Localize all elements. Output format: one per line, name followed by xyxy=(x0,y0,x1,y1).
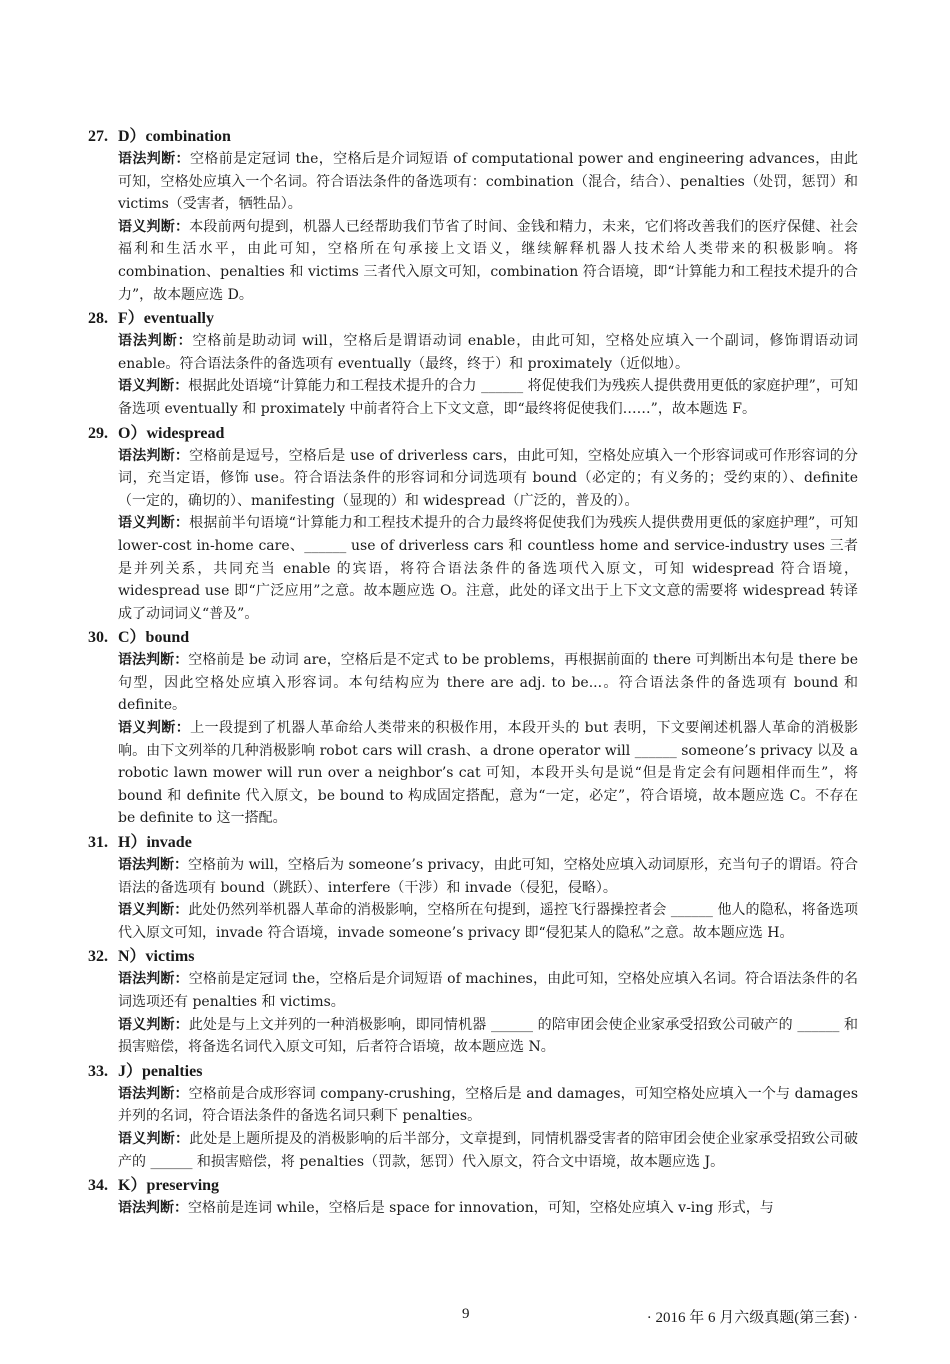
semantic-text: 此处仍然列举机器人革命的消极影响，空格所在句提到，遥控飞行器操控者会 ______ 他人的隐私，将备选项代入原文可知，invade 符合语境，invade someone’s privacy 即“侵犯某人的隐私”之意。故本题应选 H。 xyxy=(118,902,858,941)
semantic-analysis xyxy=(118,512,858,625)
item-answer: K）preserving xyxy=(118,1177,220,1195)
semantic-text: 本段前两句提到，机器人已经帮助我们节省了时间、金钱和精力，未来，它们将改善我们的医疗保健、社会福利和生活水平，由此可知，空格所在句承接上文语义，继续解释机器人技术给人类带来的积极影响。将 combination、penalties 和 victims 三者代入原文可知，combination 符合语境，即“计算能力和工程技术提升的合力”，故本题应选 D。 xyxy=(118,218,859,303)
semantic-text: 上一段提到了机器人革命给人类带来的积极作用，本段开头的 but 表明，下文要阐述机器人革命的消极影响。由下文列举的几种消极影响 robot cars will crash、a drone operator will ______ someone’s privacy 以及 a robotic lawn mower will run over a neighbor’s cat 可知，本段开头句是说“但是肯定会有问题相伴而生”，将 bound 和 definite 代入原文，be bound to 构成固定搭配，意为“一定，必定”，符合语境，故本题应选 C。不存在 be definite to 这一搭配。 xyxy=(118,720,858,827)
semantic-label: 语义判断： xyxy=(118,515,190,532)
syntax-analysis xyxy=(118,968,858,1013)
syntax-text: 空格前是定冠词 the，空格后是介词短语 of computational power and engineering advances，由此可知，空格处应填入一个名词。符合语法条件的备选项有：combination（混合，结合）、penalties（处罚，惩罚）和 victims（受害者，牺牲品）。 xyxy=(118,151,858,213)
semantic-text: 根据此处语境“计算能力和工程技术提升的合力 ______ 将促使我们为残疾人提供费用更低的家庭护理”，可知备选项 eventually 和 proximately 中前者符合上下文文意，即“最终将促使我们……”，故本题选 F。 xyxy=(118,378,859,417)
syntax-label: 语法判断： xyxy=(118,652,189,669)
item-answer: N）victims xyxy=(118,948,195,966)
semantic-label: 语义判断： xyxy=(118,902,189,919)
explanation-item-29 xyxy=(88,423,858,626)
syntax-analysis xyxy=(118,148,858,216)
explanation-item-27 xyxy=(88,126,858,306)
item-heading xyxy=(88,423,858,445)
item-heading xyxy=(88,946,858,968)
semantic-label: 语义判断： xyxy=(118,378,189,395)
semantic-analysis xyxy=(118,375,858,420)
semantic-label: 语义判断： xyxy=(118,1016,189,1033)
syntax-text: 空格前是合成形容词 company-crushing，空格后是 and damages，可知空格处应填入一个与 damages 并列的名词，符合语法条件的备选名词只剩下 penalties。 xyxy=(118,1085,858,1125)
syntax-label: 语法判断： xyxy=(118,447,190,464)
syntax-text: 空格前是逗号，空格后是 use of driverless cars，由此可知，空格处应填入一个形容词或可作形容词的分词，充当定语，修饰 use。符合语法条件的形容词和分词选项有 bound（必定的；有义务的；受约束的）、definite（一定的，确切的）、manifesting（显现的）和 widespread（广泛的，普及的）。 xyxy=(118,447,858,509)
syntax-analysis xyxy=(118,1083,858,1128)
semantic-text: 此处是上题所提及的消极影响的后半部分，文章提到，同情机器受害者的陪审团会使企业家承受招致公司破产的 ______ 和损害赔偿，将 penalties（罚款，惩罚）代入原文，符合文中语境，故本题应选 J。 xyxy=(118,1130,859,1170)
semantic-analysis xyxy=(118,899,858,944)
item-number: 27. xyxy=(88,128,108,145)
semantic-analysis xyxy=(118,216,858,306)
semantic-text: 此处是与上文并列的一种消极影响，即同情机器 ______ 的陪审团会使企业家承受招致公司破产的 ______ 和损害赔偿，将备选名词代入原文可知，后者符合语境，故本题应选 N。 xyxy=(118,1016,858,1056)
item-heading xyxy=(88,627,858,649)
semantic-label: 语义判断： xyxy=(118,218,190,235)
syntax-label: 语法判断： xyxy=(118,857,189,874)
item-answer: H）invade xyxy=(118,834,192,852)
syntax-analysis xyxy=(118,330,858,375)
syntax-label: 语法判断： xyxy=(118,971,189,988)
syntax-analysis xyxy=(118,1197,858,1220)
item-heading xyxy=(88,1061,858,1083)
item-answer: D）combination xyxy=(118,128,231,145)
item-number: 32. xyxy=(88,948,108,966)
syntax-text: 空格前为 will，空格后为 someone’s privacy，由此可知，空格处应填入动词原形，充当句子的谓语。符合语法的备选项有 bound（跳跃）、interfere（干涉）和 invade（侵犯，侵略）。 xyxy=(118,857,858,896)
syntax-label: 语法判断： xyxy=(118,151,190,167)
syntax-text: 空格前是助动词 will，空格后是谓语动词 enable，由此可知，空格处应填入一个副词，修饰谓语动词 enable。符合语法条件的备选项有 eventually（最终，终于）和 proximately（近似地）。 xyxy=(118,333,859,372)
answer-explanations xyxy=(88,124,858,1220)
item-number: 28. xyxy=(88,310,108,328)
syntax-analysis xyxy=(118,445,858,513)
item-number: 30. xyxy=(88,629,108,647)
item-number: 31. xyxy=(88,834,108,852)
item-answer: J）penalties xyxy=(118,1062,203,1080)
explanation-item-30 xyxy=(88,627,858,830)
syntax-text: 空格前是 be 动词 are，空格后是不定式 to be problems，再根据前面的 there 可判断出本句是 there be 句型，因此空格处应填入形容词。本句结构应为 there are adj. to be...。符合语法条件的备选项有 bound 和 definite。 xyxy=(118,652,859,714)
syntax-label: 语法判断： xyxy=(118,1200,188,1217)
item-number: 33. xyxy=(88,1062,108,1080)
item-heading xyxy=(88,308,858,330)
syntax-label: 语法判断： xyxy=(118,1085,189,1102)
item-answer: F）eventually xyxy=(118,310,214,328)
syntax-analysis xyxy=(118,854,858,899)
semantic-text: 根据前半句语境“计算能力和工程技术提升的合力最终将促使我们为残疾人提供费用更低的家庭护理”，可知 lower-cost in-home care、______ use of driverless cars 和 countless home and service-industry uses 三者是并列关系，共同充当 enable 的宾语，将符合语法条件的备选项代入原文，可知 widespread 符合语境，widespread use 即“广泛应用”之意。故本题应选 O。注意，此处的译文出于上下文文意的需要将 widespread 转译成了动词词义“普及”。 xyxy=(118,515,859,622)
syntax-text: 空格前是连词 while，空格后是 space for innovation，可知，空格处应填入 v-ing 形式，与 xyxy=(188,1200,774,1217)
item-answer: C）bound xyxy=(118,629,190,647)
semantic-analysis xyxy=(118,1128,858,1173)
exam-source: · 2016 年 6 月六级真题(第三套) · xyxy=(646,1310,858,1326)
semantic-label: 语义判断： xyxy=(118,720,191,737)
semantic-analysis xyxy=(118,717,858,830)
semantic-analysis xyxy=(118,1014,858,1059)
explanation-item-31 xyxy=(88,832,858,944)
explanation-item-34 xyxy=(88,1175,858,1220)
item-heading xyxy=(88,126,858,148)
semantic-label: 语义判断： xyxy=(118,1130,190,1147)
item-answer: O）widespread xyxy=(118,424,225,442)
syntax-text: 空格前是定冠词 the，空格后是介词短语 of machines，由此可知，空格处应填入名词。符合语法条件的名词选项还有 penalties 和 victims。 xyxy=(118,971,858,1010)
page-number: 9 xyxy=(462,1306,470,1322)
explanation-item-28 xyxy=(88,308,858,420)
syntax-analysis xyxy=(118,649,858,717)
explanation-item-32 xyxy=(88,946,858,1058)
item-heading xyxy=(88,832,858,854)
item-number: 29. xyxy=(88,424,108,442)
item-heading xyxy=(88,1175,858,1197)
explanation-item-33 xyxy=(88,1061,858,1173)
syntax-label: 语法判断： xyxy=(118,333,193,350)
item-number: 34. xyxy=(88,1177,108,1195)
